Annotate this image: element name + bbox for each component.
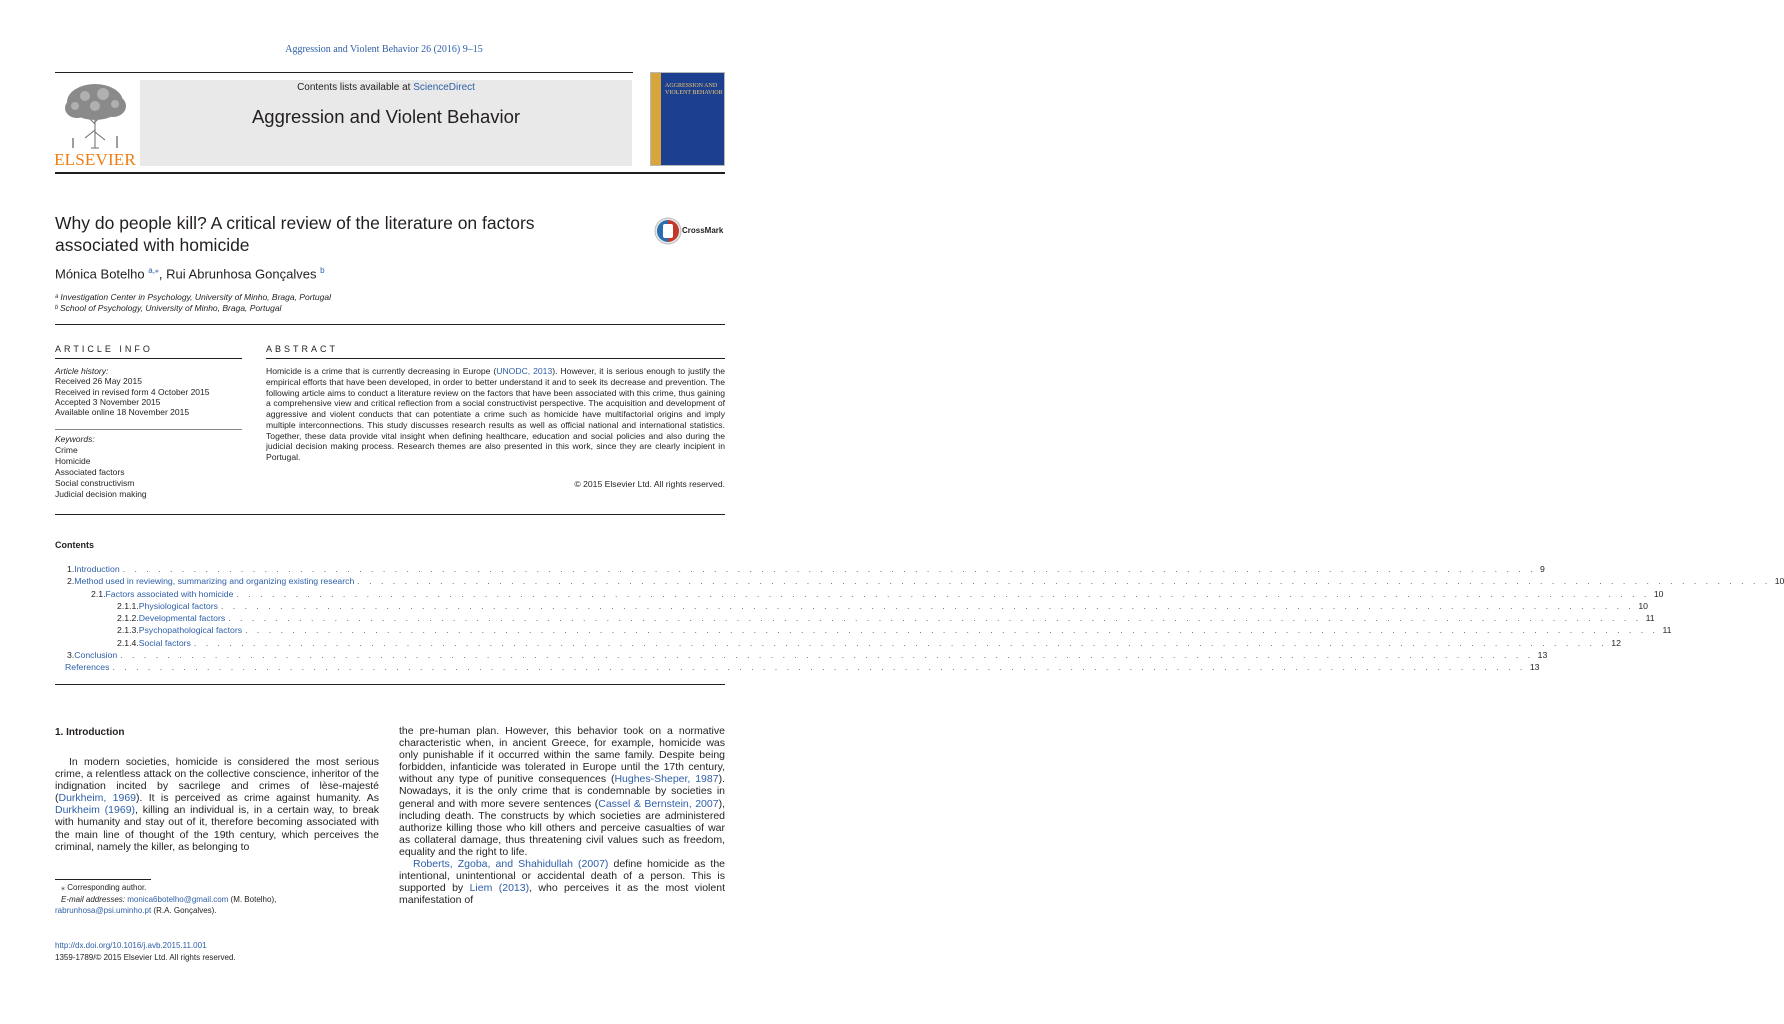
citation-link[interactable]: Hughes-Sheper, 1987 xyxy=(614,773,719,786)
toc-entry-number: 2.1. xyxy=(91,588,106,599)
toc-entry[interactable] xyxy=(55,588,1664,601)
contents-end-rule xyxy=(55,684,725,685)
keywords-list xyxy=(55,434,245,500)
email-label: E-mail addresses: xyxy=(61,894,128,904)
abstract-rule xyxy=(266,358,725,359)
corresponding-author-note: ⁎ Corresponding author. xyxy=(61,883,147,892)
toc-entry[interactable] xyxy=(55,650,1548,662)
toc-entry[interactable] xyxy=(55,613,1655,625)
history-item: Received in revised form 4 October 2015 xyxy=(55,386,210,397)
body-text: define homicide as the intentional, unintentional or accidental death of a person. This is supported by xyxy=(399,858,725,895)
citation-link[interactable]: Durkheim, 1969 xyxy=(58,792,137,805)
keywords-label: Keywords: xyxy=(55,434,95,444)
history-item: Accepted 3 November 2015 xyxy=(55,396,161,407)
section-heading-introduction: 1. Introduction xyxy=(55,727,125,738)
toc-leader-dots: . . . . . . . . . . . . . . . . . . . . . . . . . . . . . . . . . . . . . . . . . . . . . . . . . . . . . . . . . . . . . . . . . . . . . . . . . . . . . . . . . . . . . . . . . . . . . . . . . . . . . . . . . . . . . . . . . . . . . . . . xyxy=(112,662,1526,673)
toc-leader-dots: . . . . . . . . . . . . . . . . . . . . . . . . . . . . . . . . . . . . . . . . . . . . . . . . . . . . . . . . . . . . . . . . . . . . . . . . . . . . . . . . . . . . . . . . . . . . . . . . . . . . . . . . . . . . . . . . . . . . . . . . xyxy=(120,650,1534,661)
email-owner: (M. Botelho), xyxy=(228,894,277,904)
toc-entry-page: 11 xyxy=(1658,625,1671,635)
affiliation-b: ᵇ School of Psychology, University of Minho, Braga, Portugal xyxy=(55,303,282,313)
toc-entry-title[interactable]: Physiological factors xyxy=(139,601,221,611)
publisher-logo-text: ELSEVIER xyxy=(54,150,136,169)
body-text: , killing an individual is, in a certain way, to break with humanity and stay out of it, therefore becoming associated with the main line of thought of the 19th century, which perceives the criminal, namely the killer, as belonging to xyxy=(55,804,379,853)
contents-available-line xyxy=(140,82,632,93)
crossmark-icon xyxy=(654,216,682,246)
author-separator: , xyxy=(158,266,167,282)
toc-entry-title[interactable]: Method used in reviewing, summarizing and organizing existing research xyxy=(74,576,357,586)
doi-link[interactable]: http://dx.doi.org/10.1016/j.avb.2015.11.001 xyxy=(55,941,207,950)
abstract-heading: ABSTRACT xyxy=(266,344,339,354)
cover-title: AGGRESSION AND VIOLENT BEHAVIOR xyxy=(665,83,723,96)
toc-entry-title[interactable]: Factors associated with homicide xyxy=(106,589,237,599)
citation-link[interactable]: Durkheim (1969) xyxy=(55,804,136,817)
toc-leader-dots: . . . . . . . . . . . . . . . . . . . . . . . . . . . . . . . . . . . . . . . . . . . . . . . . . . . . . . . . . . . . . . . . . . . . . . . . . . . . . . . . . . . . . . . . . . . . . . . . . . . . . . . . . . . . . . . . . . . . . . . . xyxy=(220,600,1635,611)
citation-link[interactable]: UNODC, 2013 xyxy=(496,366,553,376)
toc-leader-dots: . . . . . . . . . . . . . . . . . . . . . . . . . . . . . . . . . . . . . . . . . . . . . . . . . . . . . . . . . . . . . . . . . . . . . . . . . . . . . . . . . . . . . . . . . . . . . . . . . . . . . . . . . . . . . . . . . . . . . . . . xyxy=(122,564,1537,574)
toc-leader-dots: . . . . . . . . . . . . . . . . . . . . . . . . . . . . . . . . . . . . . . . . . . . . . . . . . . . . . . . . . . . . . . . . . . . . . . . . . . . . . . . . . . . . . . . . . . . . . . . . . . . . . . . . . . . . . . . . . . . . . . . . xyxy=(357,576,1771,587)
citation-link[interactable]: Cassel & Bernstein, 2007 xyxy=(598,797,719,810)
footnotes xyxy=(55,882,375,917)
journal-reference-text[interactable]: Aggression and Violent Behavior 26 (2016) 9–15 xyxy=(285,44,483,55)
body-text: ). Nowadays, it is the only crime that is condemnable by societies in general and with more severe sentences ( xyxy=(399,773,725,810)
contents-available-prefix: Contents lists available at xyxy=(297,82,414,93)
table-of-contents xyxy=(55,564,1784,675)
author-affiliation-marker[interactable]: b xyxy=(320,266,325,275)
body-text: ), including death. The constructs by which societies are administered authorize killing those who kill others and perceive casualties of war as collateral damage, thus threatening civil values such as freedom, equality and the right to life. xyxy=(399,797,725,858)
body-text: the pre-human plan. However, this behavior took on a normative characteristic when, in ancient Greece, for example, homicide was only punishable if it occurred within the same family. Despite being forbidden, infanticide was tolerated in Europe until the 17th century, without any type of punitive consequences ( xyxy=(399,725,725,786)
toc-entry-page: 10 xyxy=(1771,576,1784,586)
email-owner: (R.A. Gonçalves). xyxy=(151,906,217,915)
keyword-item: Crime xyxy=(55,445,78,455)
cover-spine-strip xyxy=(651,73,661,165)
abstract-text-part: ). However, it is serious enough to justify the empirical efforts that have been developed, in order to better understand it and to seek its decrease and prevention. The following article aims to conduct a literature review on the factors that have been associated with this crime, thus gaining a comprehensive view and critical reflection from a social constructivist perspective. The acquisition and development of aggressive and violent conducts that can potentiate a crime such as homicide have multifactorial origins and imply multiple interconnections. This study discusses research results as well as official national and international statistics. Together, these data provide vital insight when defining healthcare, education and social policies and also during the judicial decision making process. Research themes are also presented in this work, since they are clearly incipient in Portugal. xyxy=(266,366,726,462)
toc-entry-number: 2.1.2. xyxy=(117,613,139,624)
email-link[interactable]: rabrunhosa@psi.uminho.pt xyxy=(55,906,152,915)
author-list xyxy=(55,266,325,281)
doi-block xyxy=(55,940,236,963)
toc-leader-dots: . . . . . . . . . . . . . . . . . . . . . . . . . . . . . . . . . . . . . . . . . . . . . . . . . . . . . . . . . . . . . . . . . . . . . . . . . . . . . . . . . . . . . . . . . . . . . . . . . . . . . . . . . . . . . . . . . . . . . . . . xyxy=(236,588,1650,599)
abstract-end-rule xyxy=(55,514,725,515)
toc-entry-title[interactable]: References xyxy=(65,662,112,672)
keywords-rule xyxy=(55,429,242,430)
keyword-item: Associated factors xyxy=(55,467,125,477)
toc-entry-number: 3. xyxy=(67,650,75,661)
history-item: Received 26 May 2015 xyxy=(55,376,142,387)
toc-entry-page: 11 xyxy=(1642,613,1655,623)
toc-leader-dots: . . . . . . . . . . . . . . . . . . . . . . . . . . . . . . . . . . . . . . . . . . . . . . . . . . . . . . . . . . . . . . . . . . . . . . . . . . . . . . . . . . . . . . . . . . . . . . . . . . . . . . . . . . . . . . . . . . . . . . . . xyxy=(245,625,1659,636)
journal-title: Aggression and Violent Behavior xyxy=(251,106,521,127)
toc-leader-dots: . . . . . . . . . . . . . . . . . . . . . . . . . . . . . . . . . . . . . . . . . . . . . . . . . . . . . . . . . . . . . . . . . . . . . . . . . . . . . . . . . . . . . . . . . . . . . . . . . . . . . . . . . . . . . . . . . . . . . . . . xyxy=(228,613,1642,624)
article-info-rule xyxy=(55,358,242,359)
intro-left-column xyxy=(55,756,379,853)
intro-right-column xyxy=(399,725,725,906)
affiliation-a: ᵃ Investigation Center in Psychology, University of Minho, Braga, Portugal xyxy=(55,292,331,302)
affiliation-divider xyxy=(55,324,725,325)
issn-copyright: 1359-1789/© 2015 Elsevier Ltd. All rights reserved. xyxy=(55,952,236,962)
contents-heading: Contents xyxy=(55,540,94,550)
sciencedirect-link[interactable]: ScienceDirect xyxy=(413,82,475,93)
toc-entry-number: 2.1.1. xyxy=(117,600,139,611)
body-text: In modern societies, homicide is considered the most serious crime, a relentless attack on the collective conscience, inheritor of the indignation incited by sacrilege and crimes of lèse-majesté ( xyxy=(55,756,379,805)
abstract-copyright: © 2015 Elsevier Ltd. All rights reserved. xyxy=(574,479,725,489)
footnote-rule xyxy=(55,879,151,880)
citation-link[interactable]: Liem (2013) xyxy=(469,882,530,895)
toc-entry[interactable] xyxy=(55,576,1784,588)
header-bottom-rule xyxy=(55,172,725,174)
toc-entry-title[interactable]: Conclusion xyxy=(74,650,120,660)
toc-entry-title[interactable]: Psychopathological factors xyxy=(139,625,245,635)
toc-leader-dots: . . . . . . . . . . . . . . . . . . . . . . . . . . . . . . . . . . . . . . . . . . . . . . . . . . . . . . . . . . . . . . . . . . . . . . . . . . . . . . . . . . . . . . . . . . . . . . . . . . . . . . . . . . . . . . . . . . . . . . . . xyxy=(193,637,1608,648)
article-history xyxy=(55,366,245,417)
toc-entry[interactable] xyxy=(55,637,1621,650)
journal-cover-thumbnail[interactable] xyxy=(650,72,725,166)
author-affiliation-marker[interactable]: a,⁎ xyxy=(148,266,159,275)
toc-entry-number: 2.1.4. xyxy=(117,637,139,648)
body-paragraph xyxy=(399,858,725,906)
toc-entry-title[interactable]: Developmental factors xyxy=(139,613,228,623)
toc-entry-page: 13 xyxy=(1534,650,1548,660)
keyword-item: Social constructivism xyxy=(55,478,135,488)
toc-entry[interactable] xyxy=(55,564,1545,576)
history-item: Available online 18 November 2015 xyxy=(55,407,190,418)
header-top-rule xyxy=(55,72,633,73)
toc-entry-page: 10 xyxy=(1650,589,1664,599)
toc-entry-number: 1. xyxy=(67,564,75,574)
body-text: , who perceives it as the most violent manifestation of xyxy=(399,882,725,907)
toc-entry-number: 2. xyxy=(67,576,75,587)
citation-link[interactable]: Roberts, Zgoba, and Shahidullah (2007) xyxy=(413,858,609,871)
article-info-heading: ARTICLE INFO xyxy=(55,344,153,354)
toc-entry-page: 9 xyxy=(1536,564,1545,574)
toc-entry[interactable] xyxy=(55,625,1672,637)
keyword-item: Homicide xyxy=(55,456,91,466)
article-title: Why do people kill? A critical review of the literature on factors associated with homicide xyxy=(55,213,535,255)
toc-entry-title[interactable]: Introduction xyxy=(74,564,122,574)
toc-entry-page: 10 xyxy=(1634,601,1648,611)
email-link[interactable]: monica6botelho@gmail.com xyxy=(127,894,229,904)
abstract-text xyxy=(266,366,725,463)
history-label: Article history: xyxy=(55,366,109,376)
body-paragraph xyxy=(399,725,725,858)
toc-entry-number: 2.1.3. xyxy=(117,625,139,636)
author-name[interactable]: Rui Abrunhosa Gonçalves xyxy=(166,266,317,282)
toc-entry-page: 12 xyxy=(1607,638,1621,648)
toc-entry[interactable] xyxy=(55,600,1648,613)
author-name[interactable]: Mónica Botelho xyxy=(55,266,145,282)
journal-reference-link[interactable] xyxy=(0,44,768,55)
toc-entry-page: 13 xyxy=(1526,662,1540,672)
toc-entry-title[interactable]: Social factors xyxy=(139,638,194,648)
toc-entry[interactable] xyxy=(55,662,1540,674)
body-text: ). It is perceived as crime against humanity. As xyxy=(136,792,379,805)
keyword-item: Judicial decision making xyxy=(55,489,147,499)
abstract-text-part: Homicide is a crime that is currently decreasing in Europe ( xyxy=(266,366,497,376)
crossmark-label[interactable]: CrossMark xyxy=(682,226,724,235)
